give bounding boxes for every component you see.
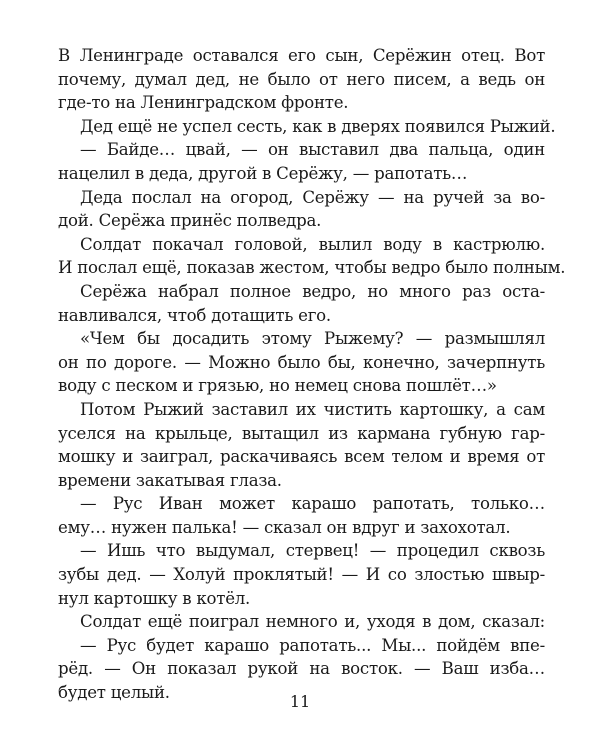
text-line: Потом Рыжий заставил их чистить картошку, а сам: [80, 399, 545, 419]
text-line: почему, думал дед, не было от него писем, а ведь он: [58, 69, 545, 89]
text-line: — Ишь что выдумал, стервец! — процедил сквозь: [80, 541, 545, 561]
text-line: Солдат ещё поиграл немного и, уходя в дом, сказал:: [80, 612, 545, 632]
text-line: воду с песком и грязью, но немец снова пошлёт…»: [58, 376, 497, 396]
text-line: рёд. — Он показал рукой на восток. — Ваш изба…: [58, 659, 545, 679]
text-line: — Рус Иван может карашо рапотать, только…: [80, 494, 545, 514]
text-line: И послал ещё, показав жестом, чтобы ведро было полным.: [58, 258, 566, 278]
text-line: нул картошку в котёл.: [58, 588, 251, 608]
text-line: «Чем бы досадить этому Рыжему? — размышлял: [80, 329, 545, 349]
page-number: 11: [289, 692, 311, 711]
text-line: где-то на Ленинградском фронте.: [58, 93, 349, 113]
text-line: Деда послал на огород, Серёжу — на ручей за во-: [80, 187, 545, 207]
text-line: мошку и заиграл, раскачиваясь всем телом и время от: [58, 447, 545, 467]
text-line: зубы дед. — Холуй проклятый! — И со злостью швыр-: [58, 565, 545, 585]
book-page-text: [58, 44, 566, 705]
text-line: ему… нужен палька! — сказал он вдруг и захохотал.: [58, 517, 511, 537]
text-line: времени закатывая глаза.: [58, 470, 282, 490]
text-line: Солдат покачал головой, вылил воду в кастрюлю.: [80, 234, 545, 254]
text-line: — Байде… цвай, — он выставил два пальца, один: [80, 140, 545, 160]
text-line: Серёжа набрал полное ведро, но много раз оста-: [80, 281, 545, 301]
text-line: он по дороге. — Можно было бы, конечно, зачерпнуть: [58, 352, 545, 372]
text-line: навливался, чтоб дотащить его.: [58, 305, 331, 325]
text-line: будет целый.: [58, 683, 170, 703]
text-line: уселся на крыльце, вытащил из кармана губную гар-: [58, 423, 545, 443]
text-line: — Рус будет карашо рапотать... Мы... пойдём впе-: [80, 635, 545, 655]
text-line: нацелил в деда, другой в Серёжу, — рапотать…: [58, 163, 468, 183]
text-line: дой. Серёжа принёс полведра.: [58, 211, 322, 231]
text-line: Дед ещё не успел сесть, как в дверях появился Рыжий.: [80, 116, 556, 136]
text-line: В Ленинграде оставался его сын, Серёжин отец. Вот: [58, 46, 545, 65]
